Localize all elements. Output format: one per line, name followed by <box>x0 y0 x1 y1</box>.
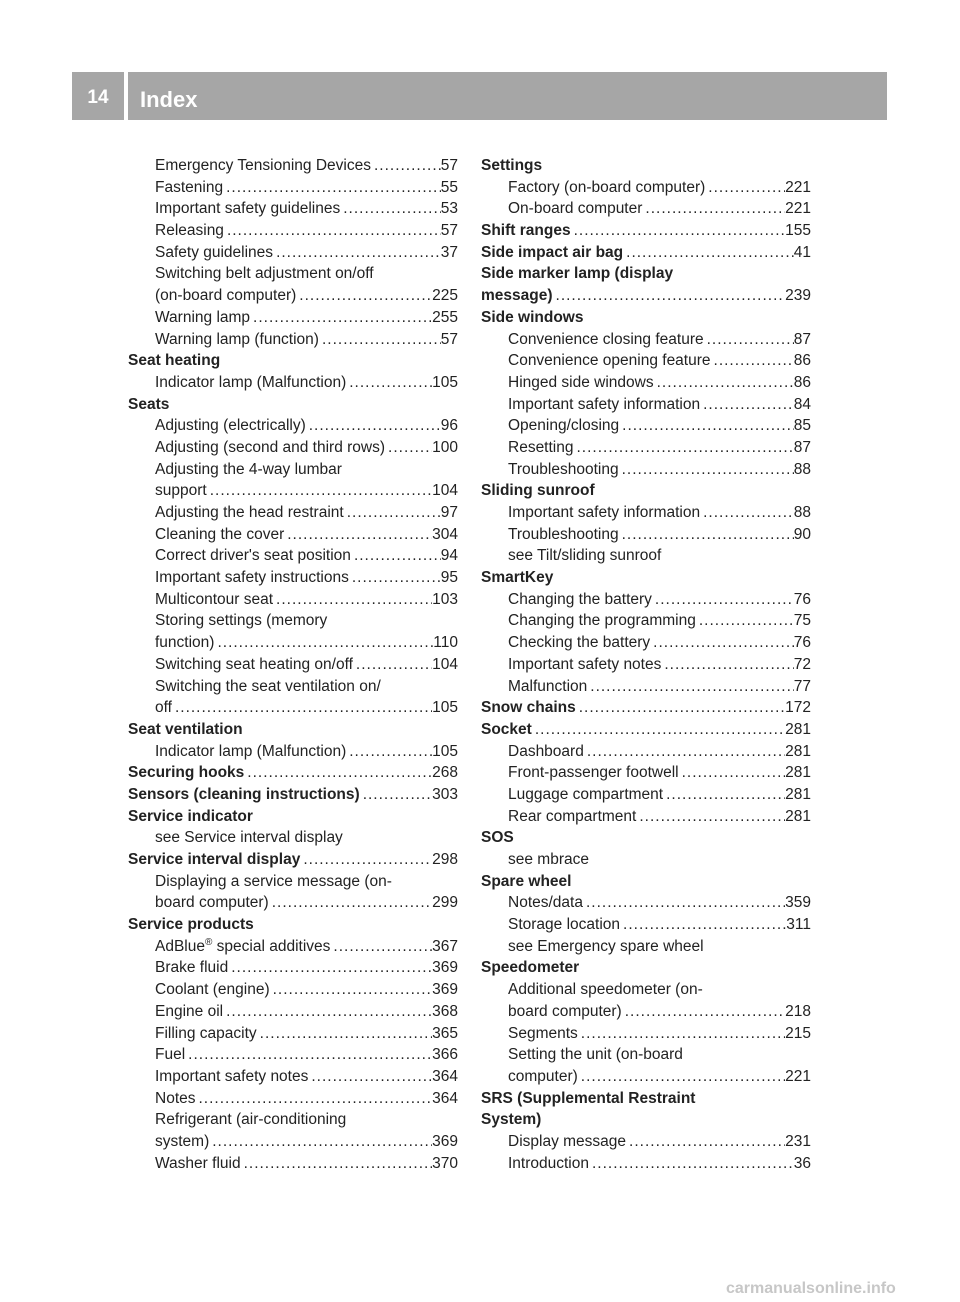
index-entry: Safety guidelines ..... 37 <box>128 242 458 264</box>
index-entry: Warning lamp ..... 255 <box>128 307 458 329</box>
index-entry: Important safety information ..... 88 <box>481 502 811 524</box>
index-entry: Adjusting the 4-way lumbar <box>155 460 342 478</box>
index-entry: function) ..... 110 <box>128 632 458 654</box>
index-entry: On-board computer ..... 221 <box>481 198 811 220</box>
index-entry: Changing the battery ..... 76 <box>481 589 811 611</box>
index-entry: board computer) ..... 299 <box>128 892 458 914</box>
index-entry: Socket ..... 281 <box>481 719 811 741</box>
index-entry: Cleaning the cover ..... 304 <box>128 524 458 546</box>
index-entry: Setting the unit (on-board <box>508 1046 683 1064</box>
index-entry: Important safety notes ..... 364 <box>128 1066 458 1088</box>
index-entry: (on-board computer) ..... 225 <box>128 285 458 307</box>
index-heading: Seat ventilation <box>128 720 243 738</box>
index-entry: Switching seat heating on/off ..... 104 <box>128 654 458 676</box>
index-entry: Securing hooks ..... 268 <box>128 762 458 784</box>
index-entry: Storage location ..... 311 <box>481 914 811 936</box>
index-entry: Additional speedometer (on- <box>508 981 703 999</box>
index-entry: Hinged side windows ..... 86 <box>481 372 811 394</box>
index-heading: SmartKey <box>481 569 554 587</box>
index-entry: Side impact air bag ..... 41 <box>481 242 811 264</box>
index-entry: Correct driver's seat position ..... 94 <box>128 545 458 567</box>
index-entry: board computer) ..... 218 <box>481 1001 811 1023</box>
index-heading: System) <box>481 1111 542 1129</box>
index-entry: Service interval display ..... 298 <box>128 849 458 871</box>
index-entry: Checking the battery ..... 76 <box>481 632 811 654</box>
index-entry: Notes ..... 364 <box>128 1088 458 1110</box>
index-entry: Refrigerant (air-conditioning <box>155 1111 347 1129</box>
index-entry: Convenience opening feature ..... 86 <box>481 350 811 372</box>
index-entry: Luggage compartment ..... 281 <box>481 784 811 806</box>
index-entry: Factory (on-board computer) ..... 221 <box>481 177 811 199</box>
index-entry: Warning lamp (function) ..... 57 <box>128 329 458 351</box>
index-entry: Front-passenger footwell ..... 281 <box>481 762 811 784</box>
index-entry: Convenience closing feature ..... 87 <box>481 329 811 351</box>
index-entry: Adjusting the head restraint ..... 97 <box>128 502 458 524</box>
index-entry: computer) ..... 221 <box>481 1066 811 1088</box>
index-entry: Important safety guidelines ..... 53 <box>128 198 458 220</box>
index-entry: Important safety notes ..... 72 <box>481 654 811 676</box>
index-entry: Releasing ..... 57 <box>128 220 458 242</box>
index-heading: Settings <box>481 157 543 174</box>
index-entry: Displaying a service message (on- <box>155 872 392 890</box>
index-entry: Shift ranges ..... 155 <box>481 220 811 242</box>
index-entry: Engine oil ..... 368 <box>128 1001 458 1023</box>
index-entry: Sensors (cleaning instructions) ..... 303 <box>128 784 458 806</box>
index-heading: Speedometer <box>481 959 580 977</box>
index-entry: Troubleshooting ..... 90 <box>481 524 811 546</box>
index-entry: Adjusting (second and third rows) ..... 100 <box>128 437 458 459</box>
index-heading: Seats <box>128 395 170 413</box>
index-entry: Malfunction ..... 77 <box>481 676 811 698</box>
index-entry: support ..... 104 <box>128 480 458 502</box>
index-entry: see mbrace <box>508 851 589 868</box>
index-entry: Dashboard ..... 281 <box>481 741 811 763</box>
index-entry: Storing settings (memory <box>155 612 328 630</box>
index-heading: Side marker lamp (display <box>481 265 674 283</box>
watermark: carmanualsonline.info <box>726 1280 896 1297</box>
index-entry: Indicator lamp (Malfunction) ..... 105 <box>128 741 458 763</box>
index-entry: Washer fluid ..... 370 <box>128 1153 458 1175</box>
index-column-left <box>128 155 458 1174</box>
page-number: 14 <box>87 87 109 108</box>
index-entry: AdBlue® special additives ..... 367 <box>128 936 458 958</box>
index-entry: off ..... 105 <box>128 697 458 719</box>
section-title: Index <box>140 87 198 112</box>
index-heading: Service products <box>128 916 254 934</box>
index-entry: Fuel ..... 366 <box>128 1044 458 1066</box>
index-entry: Emergency Tensioning Devices ..... 57 <box>128 155 458 177</box>
index-entry: see Tilt/sliding sunroof <box>508 547 662 565</box>
index-heading: Sliding sunroof <box>481 482 595 500</box>
index-entry: Important safety instructions ..... 95 <box>128 567 458 589</box>
index-heading: SOS <box>481 829 514 847</box>
index-heading: Spare wheel <box>481 872 572 890</box>
index-entry: see Service interval display <box>155 829 343 847</box>
index-heading: SRS (Supplemental Restraint <box>481 1089 696 1107</box>
index-entry: Multicontour seat ..... 103 <box>128 589 458 611</box>
index-entry: Opening/closing ..... 85 <box>481 415 811 437</box>
index-entry: Display message ..... 231 <box>481 1131 811 1153</box>
index-heading: Side windows <box>481 308 584 326</box>
index-entry: Introduction ..... 36 <box>481 1153 811 1175</box>
index-entry: see Emergency spare wheel <box>508 937 704 955</box>
index-entry: system) ..... 369 <box>128 1131 458 1153</box>
index-column-right <box>481 155 811 1174</box>
index-entry: Changing the programming ..... 75 <box>481 610 811 632</box>
index-entry: Coolant (engine) ..... 369 <box>128 979 458 1001</box>
index-entry: Notes/data ..... 359 <box>481 892 811 914</box>
index-entry: Snow chains ..... 172 <box>481 697 811 719</box>
index-entry: Rear compartment ..... 281 <box>481 806 811 828</box>
index-entry: Brake fluid ..... 369 <box>128 957 458 979</box>
header-divider <box>124 72 128 120</box>
index-entry: Switching belt adjustment on/off <box>155 265 374 283</box>
index-entry: Fastening ..... 55 <box>128 177 458 199</box>
index-heading: Service indicator <box>128 807 253 825</box>
index-entry: Important safety information ..... 84 <box>481 394 811 416</box>
index-entry: message) ..... 239 <box>481 285 811 307</box>
index-entry: Segments ..... 215 <box>481 1023 811 1045</box>
index-entry: Troubleshooting ..... 88 <box>481 459 811 481</box>
index-entry: Switching the seat ventilation on/ <box>155 677 381 695</box>
index-entry: Indicator lamp (Malfunction) ..... 105 <box>128 372 458 394</box>
index-entry: Filling capacity ..... 365 <box>128 1023 458 1045</box>
index-entry: Resetting ..... 87 <box>481 437 811 459</box>
index-heading: Seat heating <box>128 352 221 370</box>
index-entry: Adjusting (electrically) ..... 96 <box>128 415 458 437</box>
